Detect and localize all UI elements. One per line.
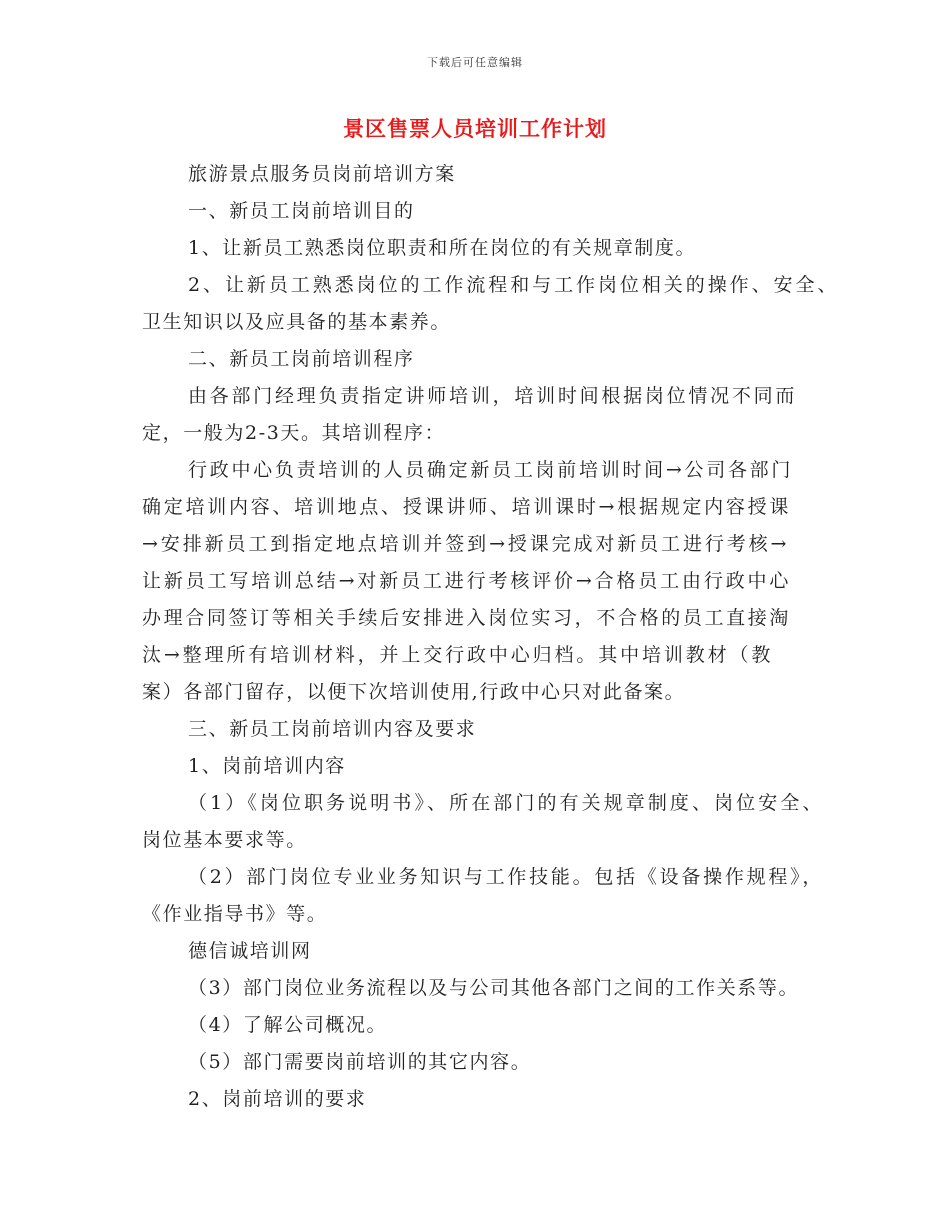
paragraph-line: 德信诚培训网 bbox=[188, 940, 312, 962]
paragraph-line: 《作业指导书》等。 bbox=[142, 903, 328, 925]
subsection-heading: 2、岗前培训的要求 bbox=[188, 1088, 367, 1110]
paragraph-line: 汰→整理所有培训材料，并上交行政中心归档。其中培训教材（教 bbox=[142, 644, 772, 666]
subsection-heading: 1、岗前培训内容 bbox=[188, 755, 346, 777]
paragraph-line: 2、让新员工熟悉岗位的工作流程和与工作岗位相关的操作、安全、 bbox=[188, 274, 838, 296]
header-note: 下载后可任意编辑 bbox=[427, 56, 523, 69]
section-heading: 一、新员工岗前培训目的 bbox=[188, 200, 415, 222]
paragraph-line: 旅游景点服务员岗前培训方案 bbox=[188, 163, 456, 185]
section-heading: 三、新员工岗前培训内容及要求 bbox=[188, 718, 477, 740]
paragraph-line: （1）《岗位职务说明书》、所在部门的有关规章制度、岗位安全、 bbox=[188, 792, 823, 814]
paragraph-line: 由各部门经理负责指定讲师培训，培训时间根据岗位情况不同而 bbox=[188, 385, 796, 407]
paragraph-line: 定，一般为2-3天。其培训程序： bbox=[142, 422, 446, 444]
paragraph-line: 卫生知识以及应具备的基本素养。 bbox=[142, 311, 452, 333]
paragraph-line: 办理合同签订等相关手续后安排进入岗位实习，不合格的员工直接淘 bbox=[142, 607, 790, 629]
paragraph-line: 岗位基本要求等。 bbox=[142, 829, 307, 851]
paragraph-line: （2）部门岗位专业业务知识与工作技能。包括《设备操作规程》， bbox=[188, 866, 823, 888]
paragraph-line: （3）部门岗位业务流程以及与公司其他各部门之间的工作关系等。 bbox=[188, 977, 800, 999]
section-heading: 二、新员工岗前培训程序 bbox=[188, 348, 415, 370]
paragraph-line: （5）部门需要岗前培训的其它内容。 bbox=[188, 1051, 532, 1073]
paragraph-line: 让新员工写培训总结→对新员工进行考核评价→合格员工由行政中心 bbox=[142, 570, 790, 592]
paragraph-line: →安排新员工到指定地点培训并签到→授课完成对新员工进行考核→ bbox=[142, 533, 788, 555]
paragraph-line: 确定培训内容、培训地点、授课讲师、培训课时→根据规定内容授课 bbox=[142, 496, 790, 518]
paragraph-line: 行政中心负责培训的人员确定新员工岗前培训时间→公司各部门 bbox=[188, 459, 792, 481]
paragraph-line: 案）各部门留存，以便下次培训使用,行政中心只对此备案。 bbox=[142, 681, 686, 703]
paragraph-line: （4）了解公司概况。 bbox=[188, 1014, 388, 1036]
document-title: 景区售票人员培训工作计划 bbox=[343, 116, 607, 141]
paragraph-line: 1、让新员工熟悉岗位职责和所在岗位的有关规章制度。 bbox=[188, 237, 697, 259]
